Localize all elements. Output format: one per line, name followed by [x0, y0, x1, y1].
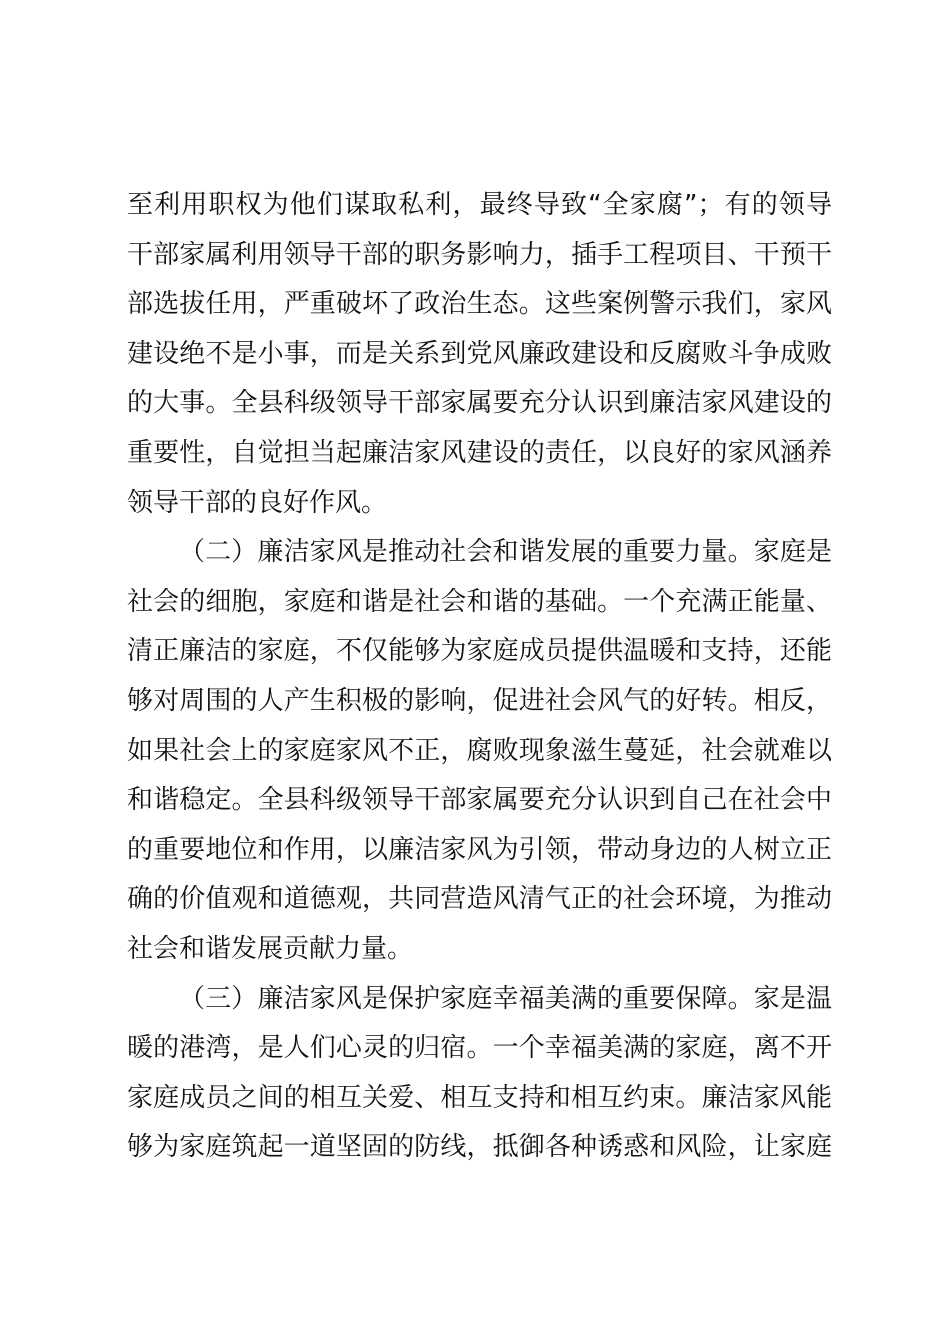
section-heading-line: （三）廉洁家风是保护家庭幸福美满的重要保障。家是温	[179, 983, 832, 1014]
text-line: 和谐稳定。全县科级领导干部家属要充分认识到自己在社会中	[127, 785, 832, 816]
text-line: 重要性，自觉担当起廉洁家风建设的责任，以良好的家风涵养	[127, 437, 832, 468]
text-line: 确的价值观和道德观，共同营造风清气正的社会环境，为推动	[127, 884, 832, 915]
text-line: 社会的细胞，家庭和谐是社会和谐的基础。一个充满正能量、	[127, 586, 832, 617]
text-line: 够为家庭筑起一道坚固的防线，抵御各种诱惑和风险，让家庭	[127, 1132, 832, 1163]
text-line: 清正廉洁的家庭，不仅能够为家庭成员提供温暖和支持，还能	[127, 636, 832, 667]
text-line: 干部家属利用领导干部的职务影响力，插手工程项目、干预干	[127, 239, 832, 270]
text-line: 至利用职权为他们谋取私利，最终导致“全家腐”；有的领导	[127, 190, 832, 220]
text-line: 建设绝不是小事，而是关系到党风廉政建设和反腐败斗争成败	[127, 338, 832, 369]
text-line: 如果社会上的家庭家风不正，腐败现象滋生蔓延，社会就难以	[127, 735, 832, 766]
text-line: 够对周围的人产生积极的影响，促进社会风气的好转。相反，	[127, 685, 832, 716]
text-line: 家庭成员之间的相互关爱、相互支持和相互约束。廉洁家风能	[127, 1082, 832, 1113]
text-line: 暖的港湾，是人们心灵的归宿。一个幸福美满的家庭，离不开	[127, 1033, 832, 1064]
text-line: 的重要地位和作用，以廉洁家风为引领，带动身边的人树立正	[127, 834, 832, 865]
text-line: 部选拔任用，严重破坏了政治生态。这些案例警示我们，家风	[127, 289, 832, 320]
text-line: 领导干部的良好作风。	[127, 487, 388, 518]
body-text	[127, 181, 832, 1173]
section-heading-line: （二）廉洁家风是推动社会和谐发展的重要力量。家庭是	[179, 537, 832, 568]
text-line: 社会和谐发展贡献力量。	[127, 933, 414, 964]
text-line: 的大事。全县科级领导干部家属要充分认识到廉洁家风建设的	[127, 388, 832, 419]
